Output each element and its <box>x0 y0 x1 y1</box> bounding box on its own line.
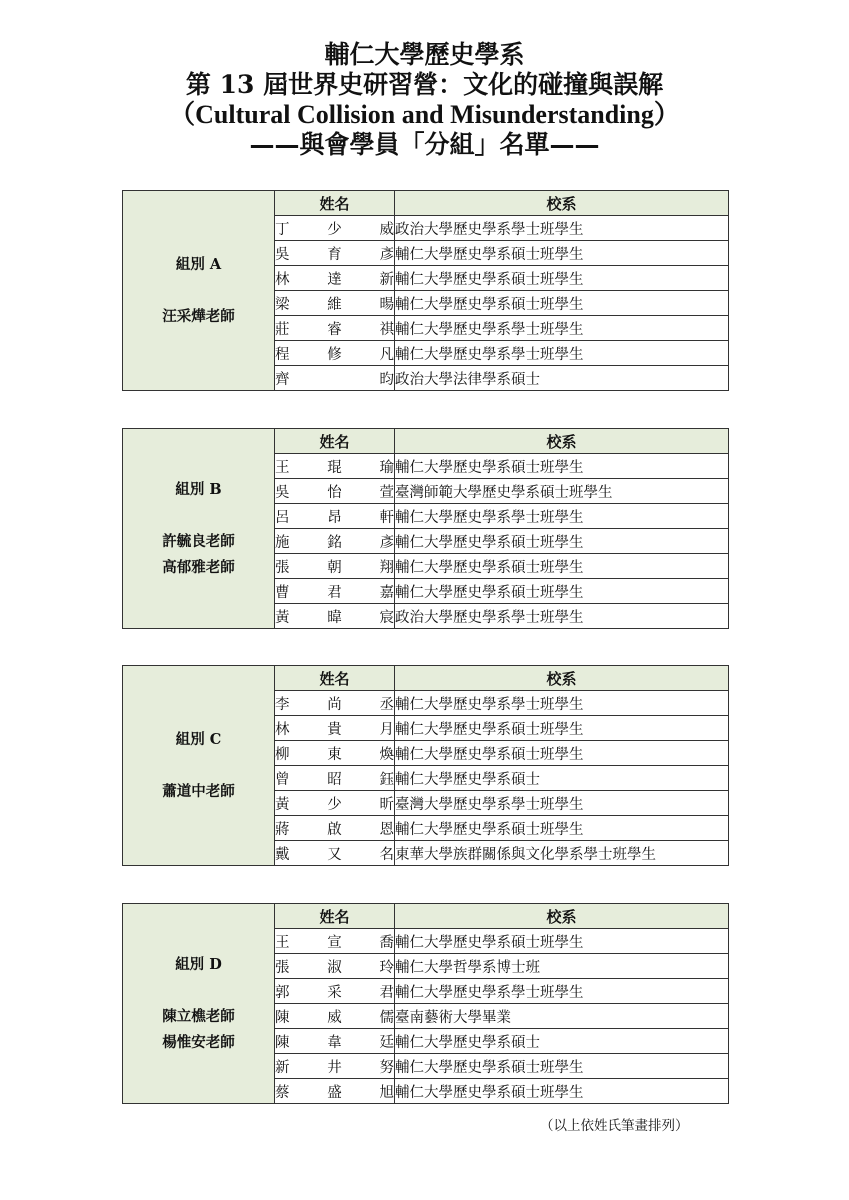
member-name: 黃 暐 宸 <box>275 604 395 629</box>
document-title <box>0 40 849 160</box>
group-teacher: 楊惟安老師 <box>162 1033 235 1051</box>
member-name: 曾 昭 鈺 <box>275 766 395 791</box>
member-name: 柳 東 煥 <box>275 741 395 766</box>
member-name: 程 修 凡 <box>275 341 395 366</box>
member-school: 輔仁大學歷史學系碩士班學生 <box>395 716 729 741</box>
group-teacher: 蕭道中老師 <box>162 782 235 800</box>
member-school: 輔仁大學歷史學系碩士班學生 <box>395 816 729 841</box>
member-name: 呂 昂 軒 <box>275 504 395 529</box>
table-header-row <box>123 429 729 454</box>
table-header-row <box>123 191 729 216</box>
group-label-cell <box>123 904 275 1104</box>
sorting-footnote: （以上依姓氏筆畫排列） <box>540 1118 689 1134</box>
school-column-header: 校系 <box>395 429 729 454</box>
member-school: 輔仁大學歷史學系學士班學生 <box>395 341 729 366</box>
member-name: 蔡 盛 旭 <box>275 1079 395 1104</box>
member-school: 輔仁大學歷史學系碩士班學生 <box>395 929 729 954</box>
member-name: 黃 少 昕 <box>275 791 395 816</box>
member-school: 輔仁大學歷史學系學士班學生 <box>395 316 729 341</box>
member-school: 臺灣大學歷史學系學士班學生 <box>395 791 729 816</box>
name-column-header: 姓名 <box>275 904 395 929</box>
title-list: ——與會學員「分組」名單—— <box>249 130 600 159</box>
member-school: 政治大學歷史學系學士班學生 <box>395 604 729 629</box>
group-label: 組別 D <box>175 955 222 973</box>
member-school: 輔仁大學歷史學系碩士班學生 <box>395 241 729 266</box>
member-name: 蔣 啟 恩 <box>275 816 395 841</box>
member-school: 輔仁大學歷史學系學士班學生 <box>395 691 729 716</box>
name-column-header: 姓名 <box>275 191 395 216</box>
member-name: 陳 威 儒 <box>275 1004 395 1029</box>
name-column-header: 姓名 <box>275 429 395 454</box>
member-name: 陳 韋 廷 <box>275 1029 395 1054</box>
member-name: 李 尚 丞 <box>275 691 395 716</box>
member-school: 輔仁大學歷史學系碩士班學生 <box>395 291 729 316</box>
member-name: 王 宣 喬 <box>275 929 395 954</box>
member-name: 梁 維 暘 <box>275 291 395 316</box>
school-column-header: 校系 <box>395 191 729 216</box>
member-school: 輔仁大學歷史學系學士班學生 <box>395 504 729 529</box>
group-label-cell <box>123 429 275 629</box>
group-table-d <box>122 903 729 1104</box>
member-name: 吳 怡 萱 <box>275 479 395 504</box>
member-name: 張 淑 玲 <box>275 954 395 979</box>
member-name: 林 達 新 <box>275 266 395 291</box>
member-name: 莊 睿 祺 <box>275 316 395 341</box>
name-column-header: 姓名 <box>275 666 395 691</box>
member-name: 郭 采 君 <box>275 979 395 1004</box>
member-school: 輔仁大學哲學系博士班 <box>395 954 729 979</box>
member-name: 林 貴 月 <box>275 716 395 741</box>
title-english: （Cultural Collision and Misunderstanding） <box>169 100 680 129</box>
table-header-row <box>123 666 729 691</box>
group-teacher: 汪采燁老師 <box>162 307 235 325</box>
member-school: 東華大學族群關係與文化學系學士班學生 <box>395 841 729 866</box>
group-label: 組別 A <box>175 255 222 273</box>
group-table-c <box>122 665 729 866</box>
title-department: 輔仁大學歷史學系 <box>324 40 525 69</box>
member-name: 吳 育 彥 <box>275 241 395 266</box>
group-label-cell <box>123 666 275 866</box>
member-school: 輔仁大學歷史學系碩士班學生 <box>395 741 729 766</box>
member-school: 輔仁大學歷史學系碩士班學生 <box>395 579 729 604</box>
member-school: 輔仁大學歷史學系碩士班學生 <box>395 454 729 479</box>
member-name: 王 琨 瑜 <box>275 454 395 479</box>
school-column-header: 校系 <box>395 666 729 691</box>
school-column-header: 校系 <box>395 904 729 929</box>
member-name: 戴 又 名 <box>275 841 395 866</box>
group-table-a <box>122 190 729 391</box>
member-school: 輔仁大學歷史學系碩士班學生 <box>395 1079 729 1104</box>
member-school: 臺南藝術大學畢業 <box>395 1004 729 1029</box>
member-name: 曹 君 嘉 <box>275 579 395 604</box>
member-name: 丁 少 威 <box>275 216 395 241</box>
member-school: 政治大學歷史學系學士班學生 <box>395 216 729 241</box>
group-teacher: 高郁雅老師 <box>162 558 235 576</box>
member-school: 輔仁大學歷史學系碩士 <box>395 766 729 791</box>
member-school: 臺灣師範大學歷史學系碩士班學生 <box>395 479 729 504</box>
member-name: 齊 昀 <box>275 366 395 391</box>
group-teacher: 許毓良老師 <box>162 532 235 550</box>
group-label: 組別 C <box>175 730 222 748</box>
title-event: 第 13 屆世界史研習營：文化的碰撞與誤解 <box>185 70 664 99</box>
member-name: 施 銘 彥 <box>275 529 395 554</box>
group-table-b <box>122 428 729 629</box>
member-school: 輔仁大學歷史學系碩士班學生 <box>395 1054 729 1079</box>
member-school: 輔仁大學歷史學系碩士班學生 <box>395 529 729 554</box>
group-teacher: 陳立樵老師 <box>162 1007 235 1025</box>
member-name: 張 朝 翔 <box>275 554 395 579</box>
member-school: 政治大學法律學系碩士 <box>395 366 729 391</box>
group-label: 組別 B <box>175 480 222 498</box>
table-header-row <box>123 904 729 929</box>
member-name: 新 井 努 <box>275 1054 395 1079</box>
member-school: 輔仁大學歷史學系碩士 <box>395 1029 729 1054</box>
member-school: 輔仁大學歷史學系碩士班學生 <box>395 266 729 291</box>
group-label-cell <box>123 191 275 391</box>
member-school: 輔仁大學歷史學系學士班學生 <box>395 979 729 1004</box>
member-school: 輔仁大學歷史學系碩士班學生 <box>395 554 729 579</box>
